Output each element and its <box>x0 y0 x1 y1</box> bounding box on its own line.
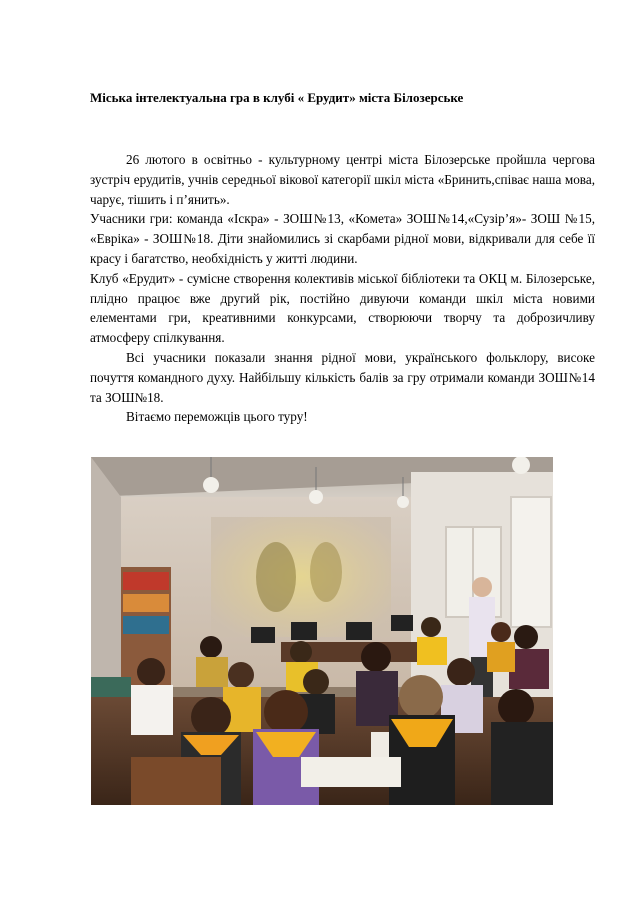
event-photo <box>91 457 553 805</box>
paragraph-club: Клуб «Ерудит» - сумісне створення колективів міської бібліотеки та ОКЦ м. Білозерське, плідно працює вже другий рік, постійно дивуючи команди шкіл міста новими елементами гри, креативними конкурсами, створюючи творчу та доброзичливу атмосферу спілкування. <box>90 270 595 346</box>
paragraph-event: 26 лютого в освітньо - культурному центрі міста Білозерське пройшла чергова зустріч ерудитів, учнів середньої вікової категорії шкіл міста «Бринить,співає наша мова, чарує, тішить і п’янить». <box>90 152 595 207</box>
paragraph-participants: Учасники гри: команда «Іскра» - ЗОШ№13, «Комета» ЗОШ№14,«Сузір’я»- ЗОШ №15, «Евріка» - ЗОШ№18. Діти знайомились зі скарбами рідної мови, відкривали для себе її красу і багатство, необхідність у житті людини. <box>90 211 595 266</box>
paragraph-congratulations: Вітаємо переможців цього туру! <box>126 409 308 425</box>
page-title: Міська інтелектуальна гра в клубі « Ерудит» міста Білозерське <box>90 90 464 105</box>
article-body <box>90 150 595 427</box>
classroom-photo-illustration <box>91 457 553 805</box>
paragraph-results: Всі учасники показали знання рідної мови, українського фольклору, високе почуття командного духу. Найбільшу кількість балів за гру отримали команди ЗОШ№14 та ЗОШ№18. <box>90 349 595 405</box>
